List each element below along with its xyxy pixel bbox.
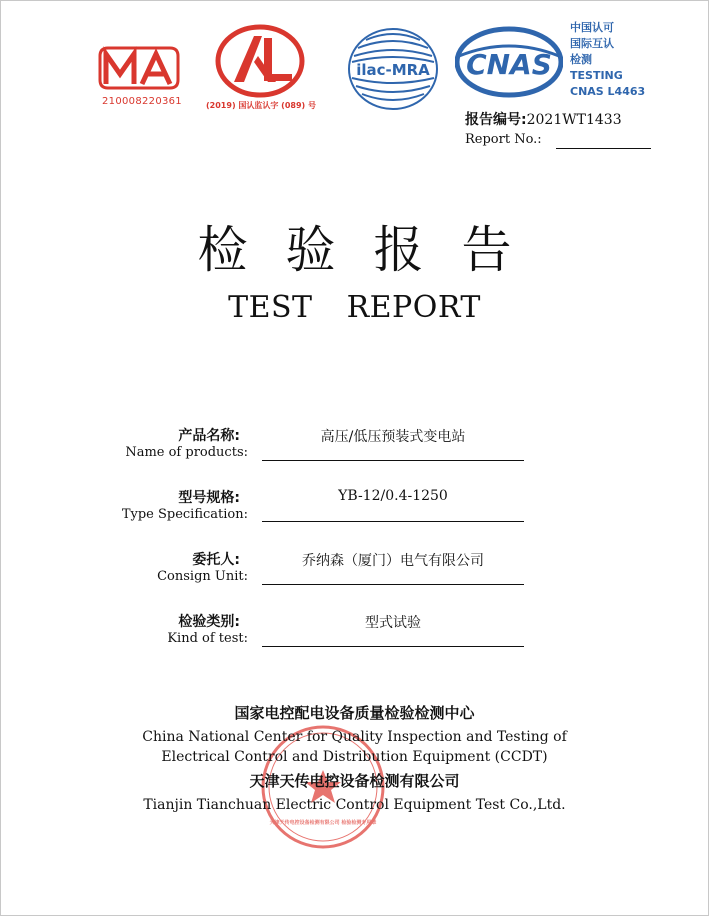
center-name-cn: 国家电控配电设备质量检验检测中心 xyxy=(234,704,475,722)
cnas-accreditation-text xyxy=(570,20,645,100)
field-label-product-name-cn: 产品名称: xyxy=(178,428,240,444)
field-label-product-name-en: Name of products: xyxy=(125,445,248,460)
report-number-underline xyxy=(556,148,651,149)
cal-caption: (2019) 国认监认字 (089) 号 xyxy=(206,101,316,110)
cal-logo xyxy=(214,24,306,98)
cnas-line: CNAS L4463 xyxy=(570,85,646,98)
field-label-type-spec-cn: 型号规格: xyxy=(178,490,240,506)
company-name-cn: 天津天传电控设备检测有限公司 xyxy=(249,772,460,790)
field-underline xyxy=(262,460,524,461)
report-number-value: 2021WT1433 xyxy=(526,112,622,128)
company-name-en: Tianjin Tianchuan Electric Control Equipment Test Co.,Ltd. xyxy=(143,797,566,813)
field-value-kind-of-test: 型式试验 xyxy=(365,615,421,631)
cnas-line: 检测 xyxy=(570,53,592,66)
field-label-consign-unit-cn: 委托人: xyxy=(192,552,240,568)
cnas-logo xyxy=(455,26,563,98)
report-number xyxy=(465,109,622,129)
center-name-en-line1: China National Center for Quality Inspection and Testing of xyxy=(142,729,567,745)
report-number-label-en: Report No.: xyxy=(465,132,542,147)
center-name-en-line2: Electrical Control and Distribution Equipment (CCDT) xyxy=(161,749,548,765)
field-label-type-spec-en: Type Specification: xyxy=(121,507,248,522)
cnas-mark: CNAS xyxy=(466,48,552,81)
field-underline xyxy=(262,646,524,647)
field-value-type-spec: YB-12/0.4-1250 xyxy=(338,488,448,504)
cnas-line: 中国认可 xyxy=(570,21,614,34)
field-value-consign-unit: 乔纳森（厦门）电气有限公司 xyxy=(302,553,484,569)
title-en-word: REPORT xyxy=(346,290,481,325)
cma-number: 210008220361 xyxy=(102,96,182,107)
title-en-word: TEST xyxy=(228,290,313,325)
title-en xyxy=(0,288,709,328)
field-underline xyxy=(262,521,524,522)
cnas-line: TESTING xyxy=(570,69,623,82)
cma-logo xyxy=(96,44,182,92)
field-underline xyxy=(262,584,524,585)
cnas-line: 国际互认 xyxy=(570,37,614,50)
stamp-text: 天津天传电控设备检测有限公司 检验检测专用章 xyxy=(269,820,377,826)
ilac-mra-logo xyxy=(346,26,440,112)
field-value-product-name: 高压/低压预装式变电站 xyxy=(320,429,466,445)
field-label-kind-of-test-en: Kind of test: xyxy=(167,631,248,646)
ilac-mra-mark: ilac-MRA xyxy=(356,61,430,79)
field-label-kind-of-test-cn: 检验类别: xyxy=(178,614,240,630)
title-cn: 检验报告 xyxy=(197,221,550,279)
field-label-consign-unit-en: Consign Unit: xyxy=(157,569,248,584)
report-number-label-cn: 报告编号: xyxy=(465,112,527,128)
